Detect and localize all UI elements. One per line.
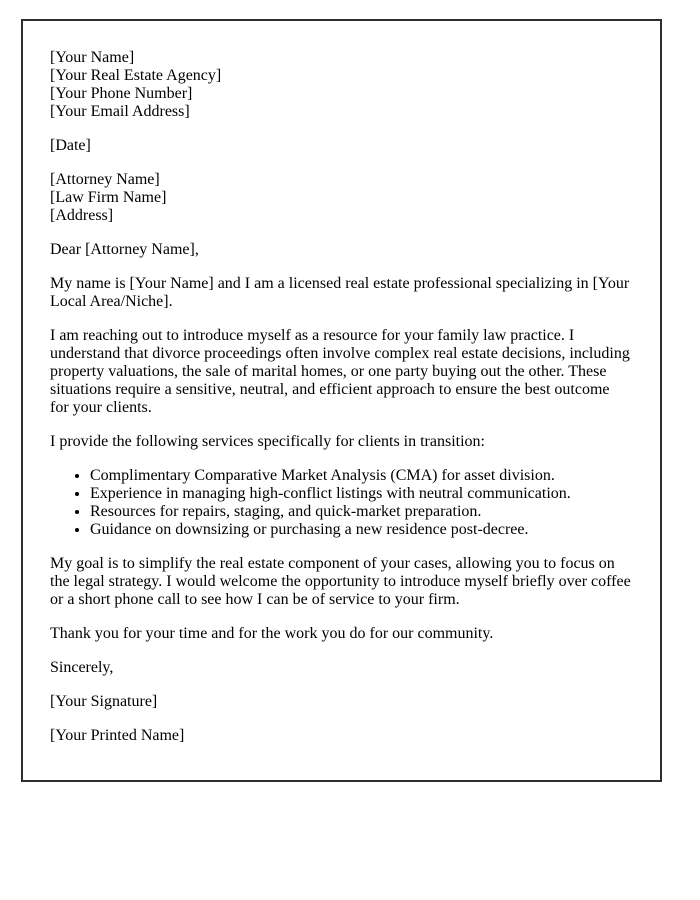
service-item-downsizing: • Guidance on downsizing or purchasing a new residence post-decree.	[90, 521, 632, 539]
recipient-law-firm: [Law Firm Name]	[50, 189, 167, 206]
recipient-address: [Address]	[50, 207, 114, 224]
recipient-attorney-name: [Attorney Name]	[50, 171, 160, 188]
paragraph-context: I am reaching out to introduce myself as a resource for your family law practice. I understand that divorce proceedings often involve complex real estate decisions, including property valuations, the sale of marital homes, or one party buying out the other. These situations require a sensitive, neutral, and efficient approach to ensure the best outcome for your clients.	[50, 327, 630, 416]
sender-agency: [Your Real Estate Agency]	[50, 67, 222, 84]
service-item-repairs: • Resources for repairs, staging, and quick-market preparation.	[90, 503, 632, 521]
sender-email: [Your Email Address]	[50, 103, 190, 120]
recipient-block	[50, 171, 632, 225]
date-line: [Date]	[50, 137, 91, 154]
printed-name-placeholder: [Your Printed Name]	[50, 727, 185, 744]
letter-frame	[21, 19, 662, 782]
sender-phone: [Your Phone Number]	[50, 85, 193, 102]
paragraph-intro: My name is [Your Name] and I am a licensed real estate professional specializing in [Your Local Area/Niche].	[50, 275, 630, 310]
services-intro: I provide the following services specifically for clients in transition:	[50, 433, 485, 450]
paragraph-goal: My goal is to simplify the real estate component of your cases, allowing you to focus on the legal strategy. I would welcome the opportunity to introduce myself briefly over coffee or a short phone call to see how I can be of service to your firm.	[50, 555, 631, 608]
salutation: Dear [Attorney Name],	[50, 241, 199, 258]
signature-placeholder: [Your Signature]	[50, 693, 158, 710]
sender-name: [Your Name]	[50, 49, 135, 66]
paragraph-thanks: Thank you for your time and for the work you do for our community.	[50, 625, 494, 642]
service-item-cma: • Complimentary Comparative Market Analysis (CMA) for asset division.	[90, 467, 632, 485]
signoff: Sincerely,	[50, 659, 114, 676]
service-item-high-conflict: • Experience in managing high-conflict listings with neutral communication.	[90, 485, 632, 503]
sender-block	[50, 49, 632, 121]
services-list	[50, 467, 632, 539]
